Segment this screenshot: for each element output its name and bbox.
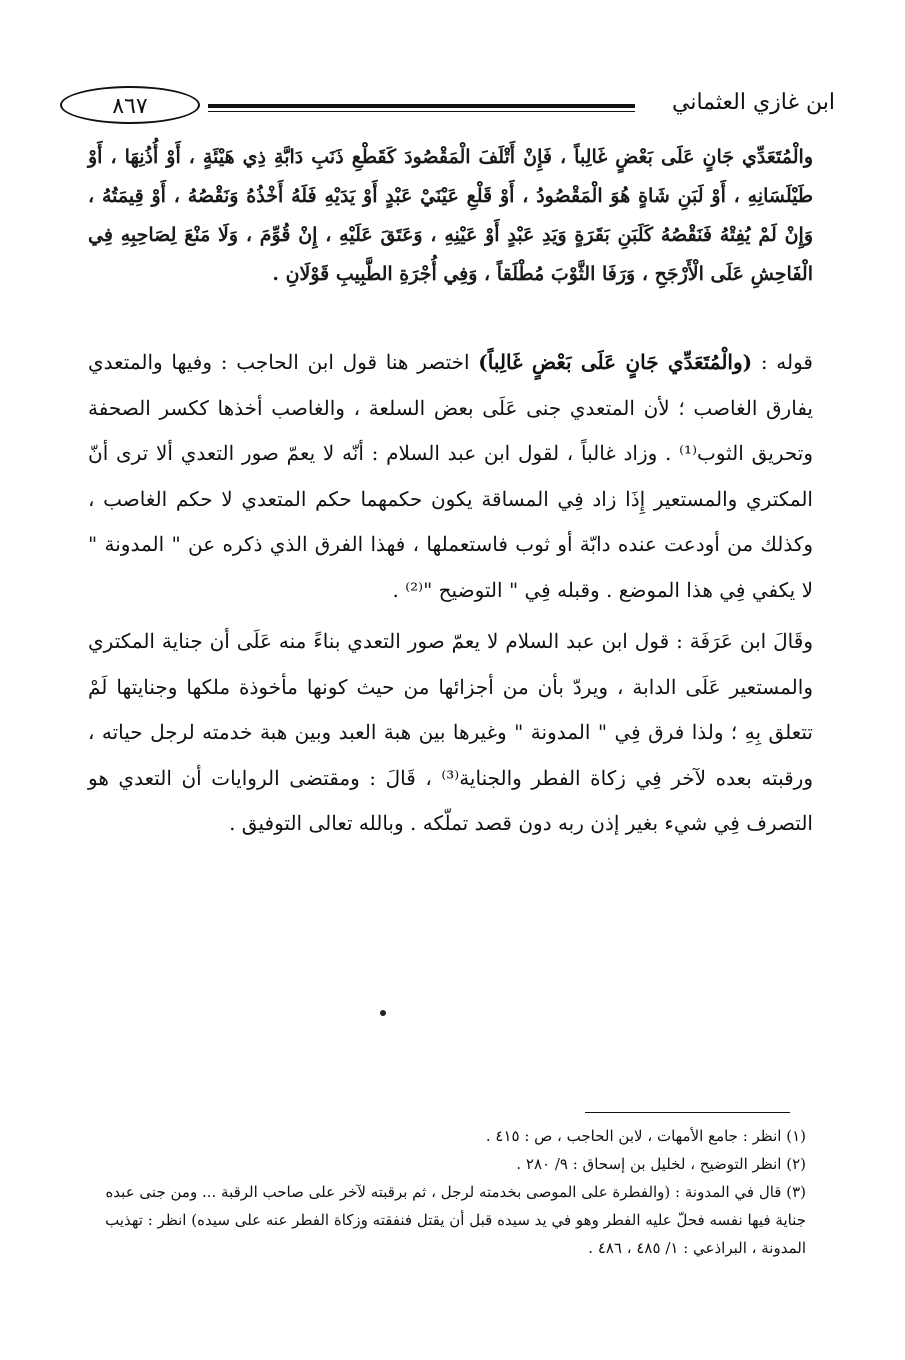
commentary-paragraph-2: وقَالَ ابن عَرَفَة : قول ابن عبد السلام لا يعمّ صور التعدي بناءً منه عَلَى أن جناية المكتري والمستعير عَلَى الدابة ، ويردّ بأن من أجزائها من حيث كونها مأخوذة ملكها وجنايتها لَمْ تتعلق بِهِ ؛ ولذا فرق فِي " المدونة " وغيرها بين هبة العبد وبين هبة خدمته لرجل حياته ، ورقبته بعده لآخر فِي زكاة الفطر والجناية⁽³⁾ ، قَالَ : ومقتضى الروايات أن التعدي هو التصرف فِي شيء بغير إذن ربه دون قصد تملّكه . وبالله تعالى التوفيق .: [88, 629, 814, 835]
quoted-matn: (والْمُتَعَدِّي جَانٍ عَلَى بَعْضٍ غَالِباً): [478, 350, 753, 374]
header-rule-thin: [208, 111, 635, 112]
center-dot: [380, 1010, 386, 1016]
matn-paragraph: والْمُتَعَدِّي جَانٍ عَلَى بَعْضٍ غَالِباً ، فَإِنْ أَتْلَفَ الْمَقْصُودَ كَقَطْعِ ذَنَبِ دَابَّةِ ذِي هَيْئَةٍ ، أَوْ أُذُنِهَا ، أَوْ طَيْلَسَانِهِ ، أَوْ لَبَنِ شَاةٍ هُوَ الْمَقْصُودُ ، أَوْ قَلْعِ عَيْنَيْ عَبْدٍ أَوْ يَدَيْهِ فَلَهُ أَخْذُهُ وَنَقْصُهُ ، أَوْ قِيمَتُهُ ، وَإِنْ لَمْ يُفِتْهُ فَنَقْصُهُ كَلَبَنِ بَقَرَةٍ وَيَدِ عَبْدٍ أَوْ عَيْنِهِ ، وَعَتَقَ عَلَيْهِ ، إِنْ قُوِّمَ ، وَلَا مَنْعَ لِصَاحِبِهِ فِي الْفَاحِشِ عَلَى الْأَرْجَحِ ، وَرَفَا الثَّوْبَ مُطْلَقاً ، وَفِي أُجْرَةِ الطَّبِيبِ قَوْلَانِ .: [88, 146, 813, 285]
page-header: [60, 80, 835, 130]
running-title: ابن غازي العثماني: [672, 90, 835, 115]
footnote-2: (٢) انظر التوضيح ، لخليل بن إسحاق : ٩/ ٢٨٠ .: [516, 1155, 806, 1173]
commentary-body-1: اختصر هنا قول ابن الحاجب : وفيها والمتعدي يفارق الغاصب ؛ لأن المتعدي جنى عَلَى بعض السلعة ، والغاصب أخذها ككسر الصحفة وتحريق الثوب⁽¹⁾ . وزاد غالباً ، لقول ابن عبد السلام : أنّه لا يعمّ صور التعدي ألا ترى أنّ المكتري والمستعير إِذَا زاد فِي المساقة يكون حكمهما حكم المتعدي لا حكم الغاصب ، وكذلك من أودعت عنده دابّة أو ثوب فاستعملها ، فهذا الفرق الذي ذكره عن " المدونة " لا يكفي فِي هذا الموضع . وقبله فِي " التوضيح "⁽²⁾ .: [88, 350, 813, 602]
commentary-paragraph-1: [88, 340, 813, 613]
footnotes: [88, 1122, 806, 1262]
page-number: ٨٦٧: [60, 86, 200, 124]
commentary-lead: قوله :: [752, 350, 813, 374]
matn-text-block: [88, 138, 813, 294]
commentary-block: [88, 340, 813, 847]
footnote-separator: [585, 1112, 790, 1113]
header-rule: [208, 104, 635, 108]
footnote-1: (١) انظر : جامع الأمهات ، لابن الحاجب ، ص : ٤١٥ .: [485, 1127, 806, 1145]
footnote-3: (٣) قال في المدونة : (والفطرة على الموصى بخدمته لرجل ، ثم برقبته لآخر على صاحب الرقبة ... ومن جنى عبده جناية فيها نفسه فحلّ عليه الفطر وهو في يد سيده قبل أن يقتل فنفقته وزكاة الفطر عنه على سيده) انظر : تهذيب المدونة ، البراذعي : ١/ ٤٨٥ ، ٤٨٦ .: [105, 1183, 806, 1257]
